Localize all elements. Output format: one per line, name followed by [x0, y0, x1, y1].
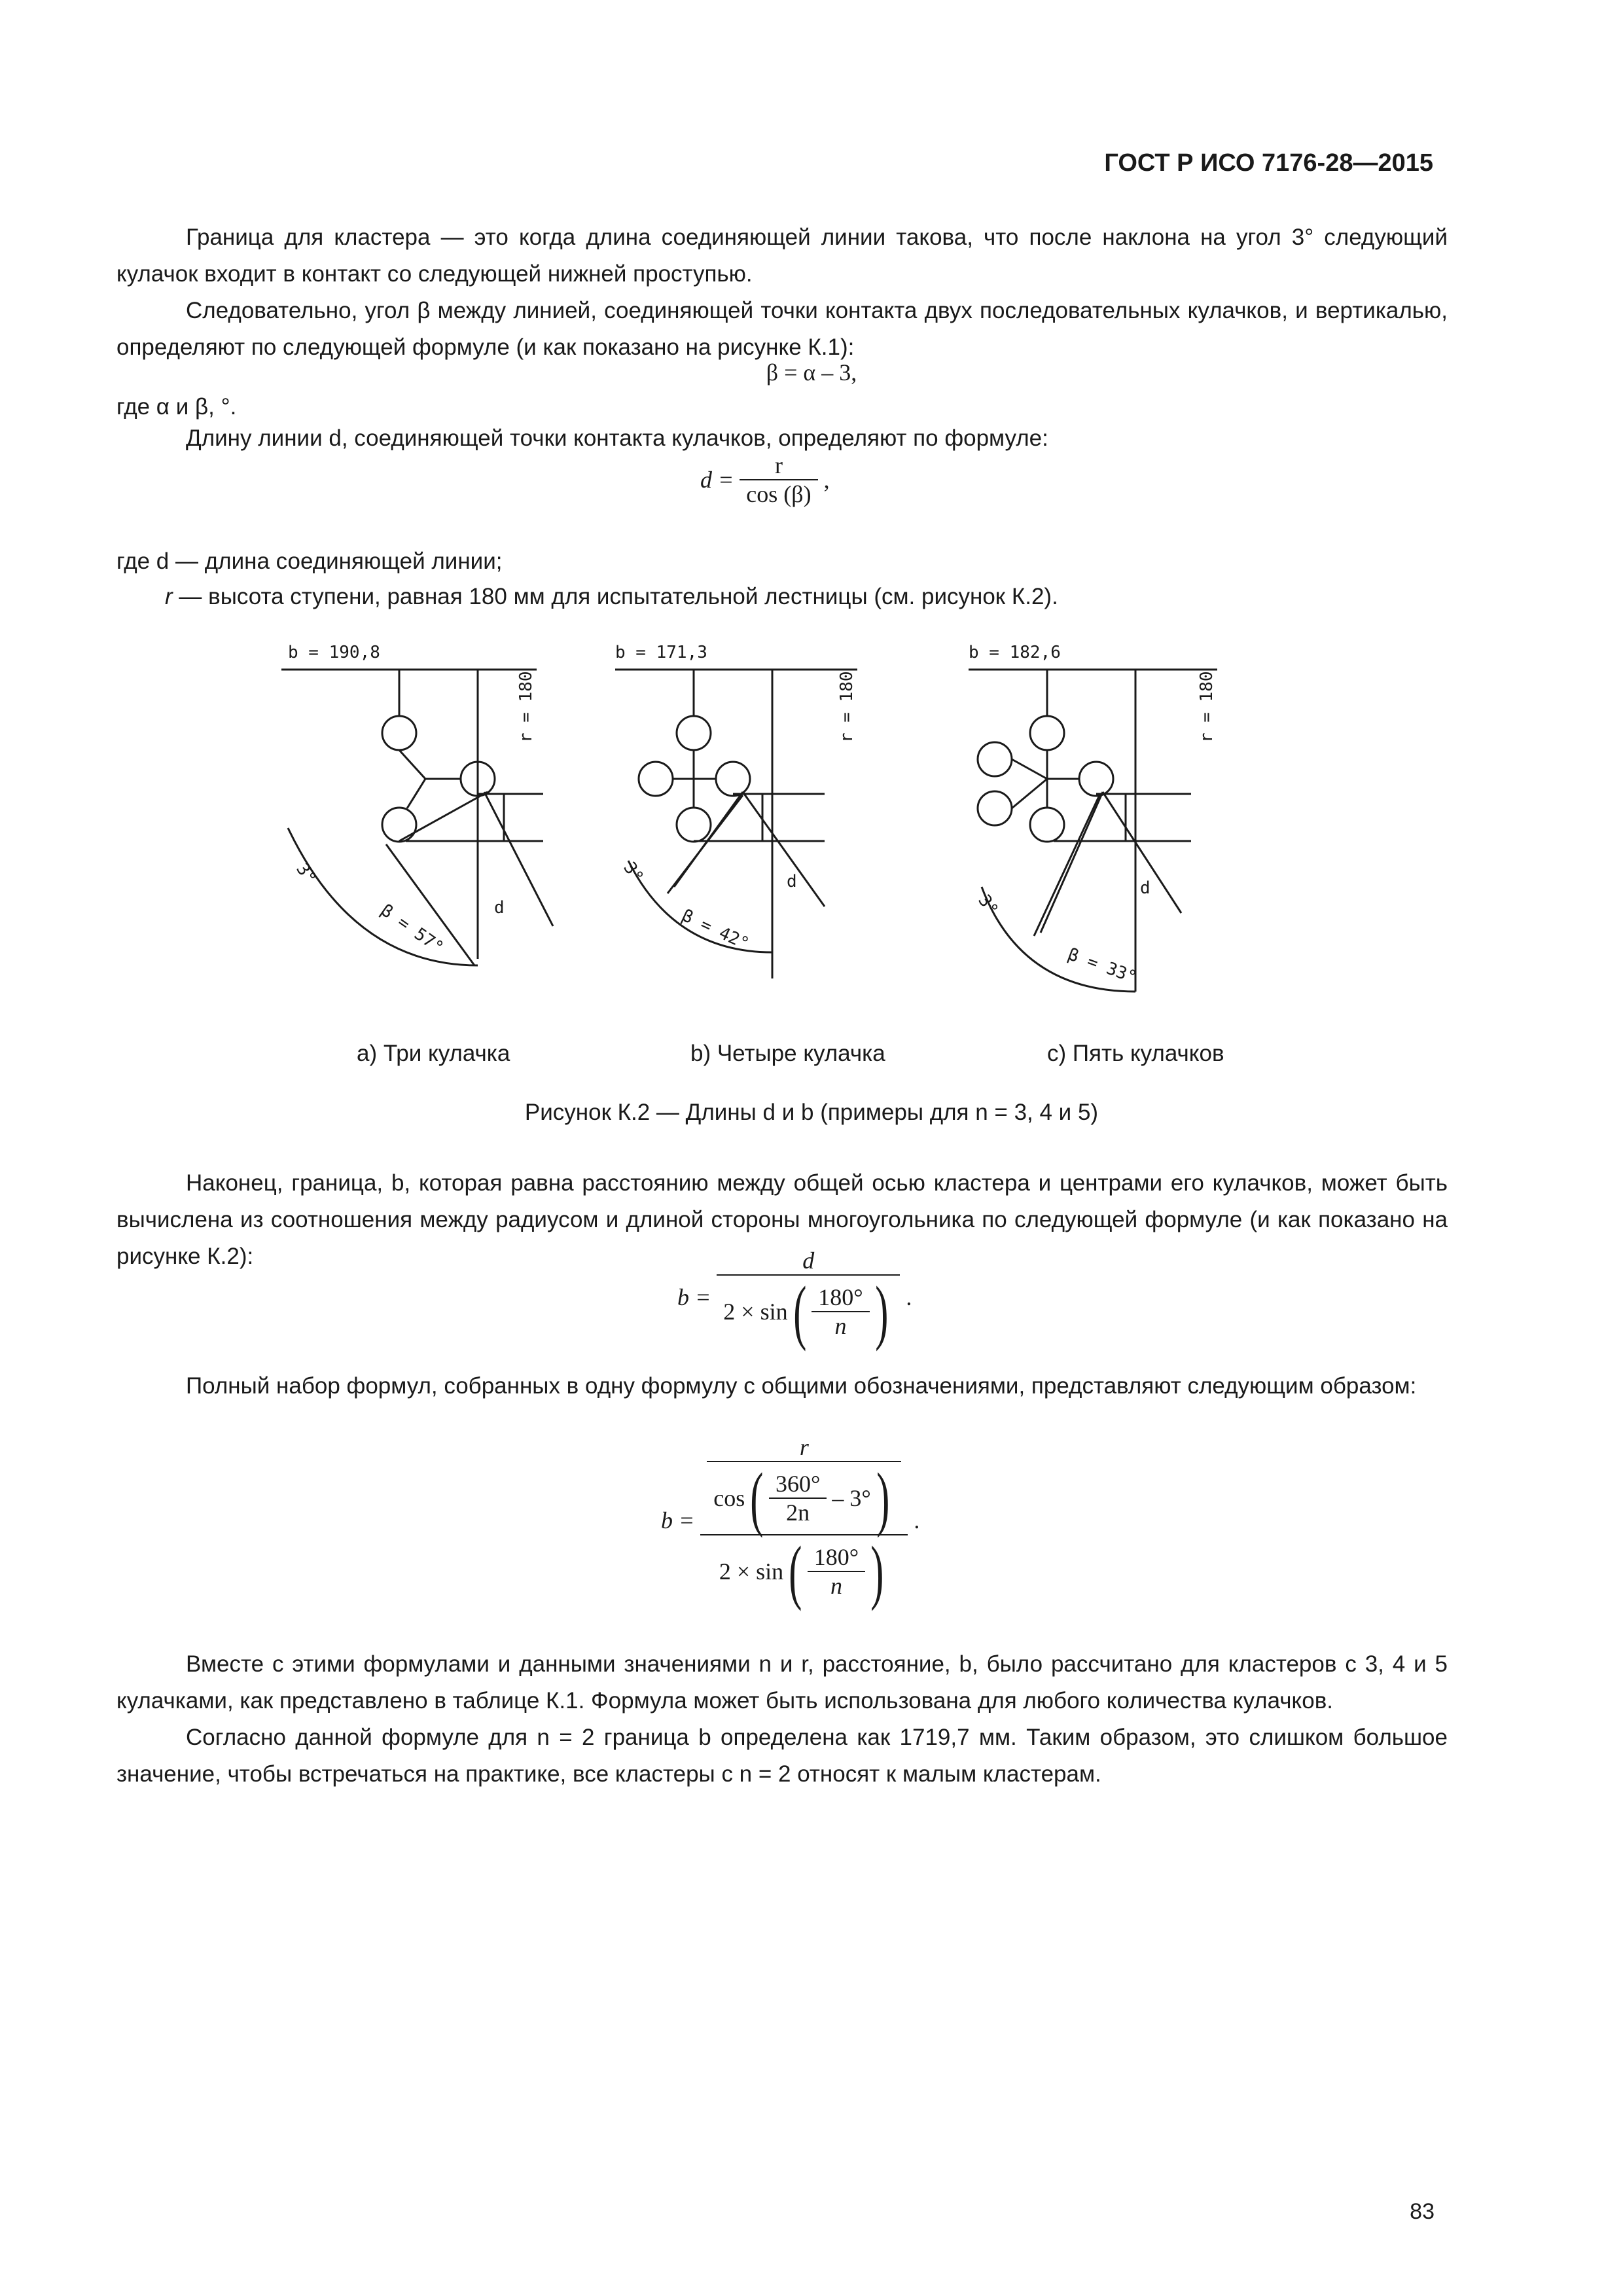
- page-number: 83: [1410, 2199, 1435, 2224]
- formula-b-numerator: d: [802, 1247, 815, 1274]
- cam-circle: [382, 808, 416, 842]
- cos-inner-den: 2n: [786, 1499, 810, 1526]
- cam-arm: [399, 750, 425, 779]
- paragraph-cluster-boundary: Граница для кластера — это когда длина соединяющей линии такова, что после наклона на угол 3° следующий кулачок входит в контакт со следующей нижней проступью.: [116, 224, 1448, 287]
- document-header: ГОСТ Р ИСО 7176-28—2015: [1104, 149, 1433, 177]
- formula-b-trail: .: [906, 1284, 912, 1310]
- d-dim: [743, 792, 825, 906]
- angle-label: 3°: [292, 859, 320, 888]
- cam-arm: [407, 779, 425, 808]
- r-label: r = 180: [837, 671, 857, 743]
- formula-full: [661, 1433, 920, 1611]
- top-fraction: [707, 1433, 901, 1538]
- beta-arc: [288, 828, 478, 965]
- cos-inner-num: 360°: [775, 1471, 821, 1497]
- formula-full-denominator: [713, 1532, 896, 1611]
- d-label: d: [494, 898, 505, 918]
- cos-inner-fraction: [769, 1470, 827, 1526]
- cam-circle: [382, 716, 416, 750]
- cam-circle: [1030, 808, 1064, 842]
- formula-b-sin: 2 × sin: [723, 1299, 788, 1325]
- inner-fraction: [812, 1283, 869, 1340]
- formula-beta: β = α – 3,: [766, 359, 857, 386]
- left-paren: (: [750, 1458, 764, 1538]
- left-paren: (: [793, 1272, 807, 1352]
- formula-full-fraction: [700, 1433, 908, 1611]
- where-alpha-beta: где α и β, °.: [116, 394, 237, 420]
- left-paren: (: [789, 1532, 802, 1611]
- r-label: r = 180: [516, 671, 536, 743]
- caption-panel-c: с) Пять кулачков: [1047, 1041, 1224, 1066]
- text-block-conclusion: [116, 1646, 1448, 1793]
- paragraph-calculated-b: Вместе с этими формулами и данными значениями n и r, расстояние, b, было рассчитано для кластеров с 3, 4 и 5 кулачками, как представлено в таблице К.1. Формула может быть использована для любого количества кулачков.: [116, 1651, 1448, 1713]
- formula-d-denominator: cos (β): [746, 481, 812, 507]
- right-paren: ): [874, 1272, 889, 1352]
- b-label: b = 171,3: [615, 643, 707, 662]
- angle-label: 3°: [974, 891, 1002, 920]
- paragraph-n2-boundary: Согласно данной формуле для n = 2 граница b определена как 1719,7 мм. Таким образом, это слишком большое значение, чтобы встречаться на практике, все кластеры с n = 2 относят к малым кластерам.: [116, 1725, 1448, 1787]
- angle-label: 3°: [619, 858, 647, 887]
- cam-circle: [677, 716, 711, 750]
- where-d-symbol: где d: [116, 548, 169, 574]
- sin-label: 2 × sin: [719, 1558, 784, 1585]
- panel-four-cams: [615, 643, 857, 978]
- figure-caption: Рисунок К.2 — Длины d и b (примеры для n = 3, 4 и 5): [524, 1100, 1099, 1125]
- formula-b-denominator: [717, 1272, 900, 1352]
- inner-numerator: 180°: [818, 1284, 863, 1310]
- paragraph-beta-angle: Следовательно, угол β между линией, соединяющей точки контакта двух последовательных кулачков, и вертикалью, определяют по следующей формуле (и как показано на рисунке К.1):: [116, 298, 1448, 360]
- cam-circle: [978, 791, 1012, 825]
- formula-d-fraction: [740, 452, 817, 508]
- paragraph-d-length: Длину линии d, соединяющей точки контакта кулачков, определяют по формуле:: [186, 425, 1048, 451]
- panel-five-cams: [969, 643, 1217, 992]
- formula-b-lhs: b =: [677, 1284, 711, 1310]
- contact-line: [1034, 795, 1099, 936]
- beta-label: β = 33°: [1065, 944, 1139, 988]
- where-r-text: — высота ступени, равная 180 мм для испытательной лестницы (см. рисунок К.2).: [179, 584, 1058, 609]
- sin-inner-fraction: [808, 1543, 865, 1600]
- formula-d-lhs: d =: [700, 467, 734, 493]
- right-paren: ): [870, 1532, 884, 1611]
- cam-circle: [639, 762, 673, 796]
- cam-circle: [716, 762, 750, 796]
- sin-inner-den: n: [830, 1573, 842, 1599]
- stair-step: [694, 794, 762, 841]
- inner-denominator: n: [834, 1313, 847, 1339]
- caption-panel-b: b) Четыре кулачка: [690, 1041, 885, 1066]
- where-r-symbol: r: [165, 584, 173, 609]
- formula-d-trail: ,: [823, 467, 830, 493]
- formula-full-trail: .: [914, 1507, 920, 1534]
- where-r-line: [165, 579, 1058, 615]
- cam-arm: [1012, 759, 1047, 779]
- cam-arm: [1012, 779, 1047, 808]
- cam-circle: [677, 808, 711, 842]
- formula-b-fraction: [717, 1247, 900, 1352]
- contact-line: [668, 795, 743, 893]
- b-label: b = 182,6: [969, 643, 1061, 662]
- text-block-full-formula: [116, 1368, 1448, 1405]
- where-d-text: — длина соединяющей линии;: [175, 548, 503, 574]
- cam-circle: [1030, 716, 1064, 750]
- formula-full-lhs: b =: [661, 1507, 695, 1534]
- contact-line: [1041, 792, 1103, 933]
- cam-circle: [1079, 762, 1113, 796]
- beta-label: β = 57°: [376, 901, 447, 958]
- where-d-line: [116, 543, 502, 580]
- cos-expression: [707, 1458, 901, 1538]
- paragraph-full-formula: Полный набор формул, собранных в одну формулу с общими обозначениями, представляют следующим образом:: [186, 1373, 1417, 1399]
- d-label: d: [787, 872, 797, 891]
- r-label: r = 180: [1197, 671, 1217, 743]
- formula-d-numerator: r: [774, 452, 783, 478]
- cam-circle: [978, 742, 1012, 776]
- paragraph-b-boundary: Наконец, граница, b, которая равна расстоянию между общей осью кластера и центрами его кулачков, может быть вычислена из соотношения между радиусом и длиной стороны многоугольника по следующей формуле (и как показано на рисунке К.2):: [116, 1170, 1448, 1269]
- minus-three: – 3°: [832, 1485, 871, 1511]
- b-label: b = 190,8: [288, 643, 380, 662]
- caption-panel-a: а) Три кулачка: [357, 1041, 510, 1066]
- formula-full-numerator: [700, 1433, 908, 1538]
- text-block-intro: [116, 219, 1448, 366]
- formula-b: [677, 1247, 912, 1352]
- d-label: d: [1140, 878, 1150, 898]
- panel-three-cams: [281, 643, 553, 965]
- right-paren: ): [876, 1458, 890, 1538]
- sin-inner-num: 180°: [813, 1544, 859, 1570]
- top-r: r: [799, 1434, 809, 1460]
- cos-label: cos: [713, 1485, 745, 1511]
- beta-label: β = 42°: [679, 906, 753, 954]
- formula-d: [700, 452, 830, 508]
- figure-k2-diagrams: [262, 625, 1296, 1005]
